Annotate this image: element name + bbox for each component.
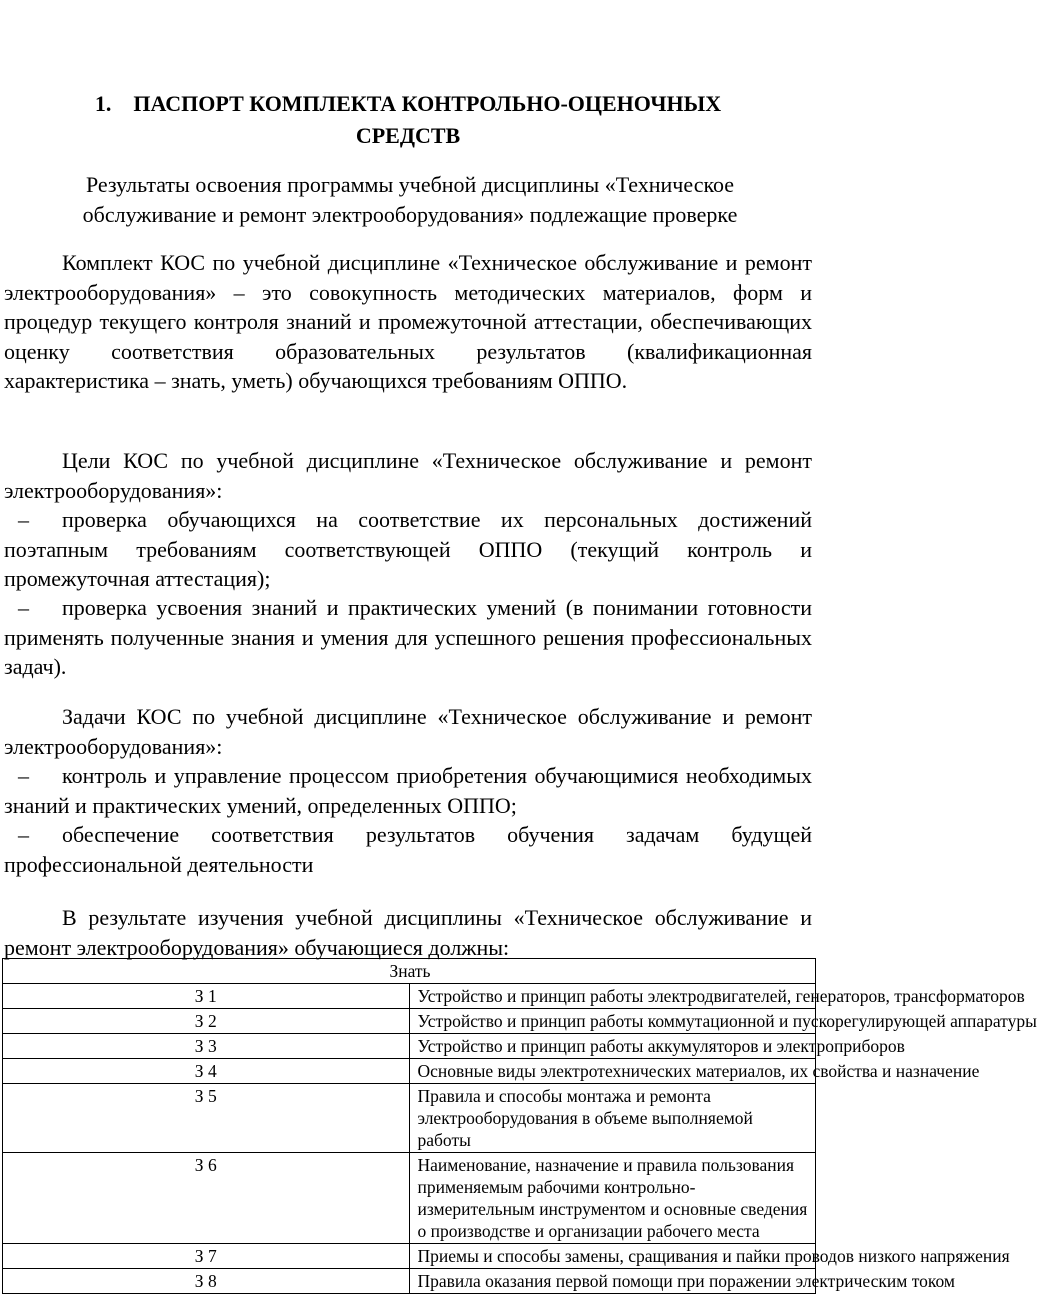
table-row bbox=[3, 1034, 816, 1059]
tasks-intro: Задачи КОС по учебной дисциплине «Техническое обслуживание и ремонт электрооборудования»: bbox=[4, 704, 812, 759]
section-number: 1. bbox=[94, 91, 112, 116]
row-text: Наименование, назначение и правила пользования применяемым рабочими контрольно-измерительным инструментом и основные сведения о производстве и организации рабочего места bbox=[409, 1153, 816, 1244]
row-text: Устройство и принцип работы электродвигателей, генераторов, трансформаторов bbox=[409, 984, 816, 1009]
dash-marker: – bbox=[18, 507, 29, 532]
section-heading-line1: ПАСПОРТ КОМПЛЕКТА КОНТРОЛЬНО-ОЦЕНОЧНЫХ bbox=[133, 91, 722, 116]
goals-item-text: проверка обучающихся на соответствие их персональных достижений поэтапным требованиям соответствующей ОППО (текущий контроль и промежуточная аттестация); bbox=[4, 507, 812, 591]
row-code: З 4 bbox=[3, 1059, 410, 1084]
goals-item-2 bbox=[4, 593, 812, 682]
paragraph-kos-definition: Комплект КОС по учебной дисциплине «Техническое обслуживание и ремонт электрооборудования» – это совокупность методических материалов, форм и процедур текущего контроля знаний и промежуточной аттестации, обеспечивающих оценку соответствия образовательных результатов (квалификационная характеристика – знать, уметь) обучающихся требованиям ОППО. bbox=[4, 250, 812, 393]
results-intro: В результате изучения учебной дисциплины «Техническое обслуживание и ремонт электрооборудования» обучающиеся должны: bbox=[4, 905, 812, 960]
table-row bbox=[3, 1059, 816, 1084]
tasks-item-1 bbox=[4, 761, 812, 820]
table-row bbox=[3, 1084, 816, 1153]
row-code: З 7 bbox=[3, 1244, 410, 1269]
row-code: З 8 bbox=[3, 1269, 410, 1294]
section-heading-line2: СРЕДСТВ bbox=[355, 123, 461, 148]
row-text: Приемы и способы замены, сращивания и пайки проводов низкого напряжения bbox=[409, 1244, 816, 1269]
table-row bbox=[3, 1153, 816, 1244]
table-row bbox=[3, 1009, 816, 1034]
subtitle: Результаты освоения программы учебной дисциплины «Техническое обслуживание и ремонт электрооборудования» подлежащие проверке bbox=[82, 172, 738, 227]
goals-item-1 bbox=[4, 505, 812, 594]
section-heading bbox=[0, 88, 816, 152]
tasks-item-text: обеспечение соответствия результатов обучения задачам будущей профессиональной деятельности bbox=[4, 822, 812, 877]
row-text: Правила оказания первой помощи при поражении электрическим током bbox=[409, 1269, 816, 1294]
row-code: З 3 bbox=[3, 1034, 410, 1059]
dash-marker: – bbox=[18, 822, 29, 847]
table-header: Знать bbox=[3, 959, 816, 984]
table-row bbox=[3, 1269, 816, 1294]
table-row bbox=[3, 984, 816, 1009]
tasks-item-text: контроль и управление процессом приобретения обучающимися необходимых знаний и практических умений, определенных ОППО; bbox=[4, 763, 812, 818]
row-code: З 2 bbox=[3, 1009, 410, 1034]
row-text: Основные виды электротехнических материалов, их свойства и назначение bbox=[409, 1059, 816, 1084]
row-code: З 5 bbox=[3, 1084, 410, 1153]
goals-intro: Цели КОС по учебной дисциплине «Техническое обслуживание и ремонт электрооборудования»: bbox=[4, 448, 812, 503]
row-text: Устройство и принцип работы аккумуляторов и электроприборов bbox=[409, 1034, 816, 1059]
dash-marker: – bbox=[18, 595, 29, 620]
table-row bbox=[3, 1244, 816, 1269]
row-text: Правила и способы монтажа и ремонта электрооборудования в объеме выполняемой работы bbox=[409, 1084, 816, 1153]
table-header-row bbox=[3, 959, 816, 984]
goals-item-text: проверка усвоения знаний и практических умений (в понимании готовности применять полученные знания и умения для успешного решения профессиональных задач). bbox=[4, 595, 812, 679]
tasks-item-2 bbox=[4, 820, 812, 879]
row-code: З 6 bbox=[3, 1153, 410, 1244]
row-code: З 1 bbox=[3, 984, 410, 1009]
row-text: Устройство и принцип работы коммутационной и пускорегулирующей аппаратуры bbox=[409, 1009, 816, 1034]
dash-marker: – bbox=[18, 763, 29, 788]
knowledge-table bbox=[2, 958, 1037, 1294]
